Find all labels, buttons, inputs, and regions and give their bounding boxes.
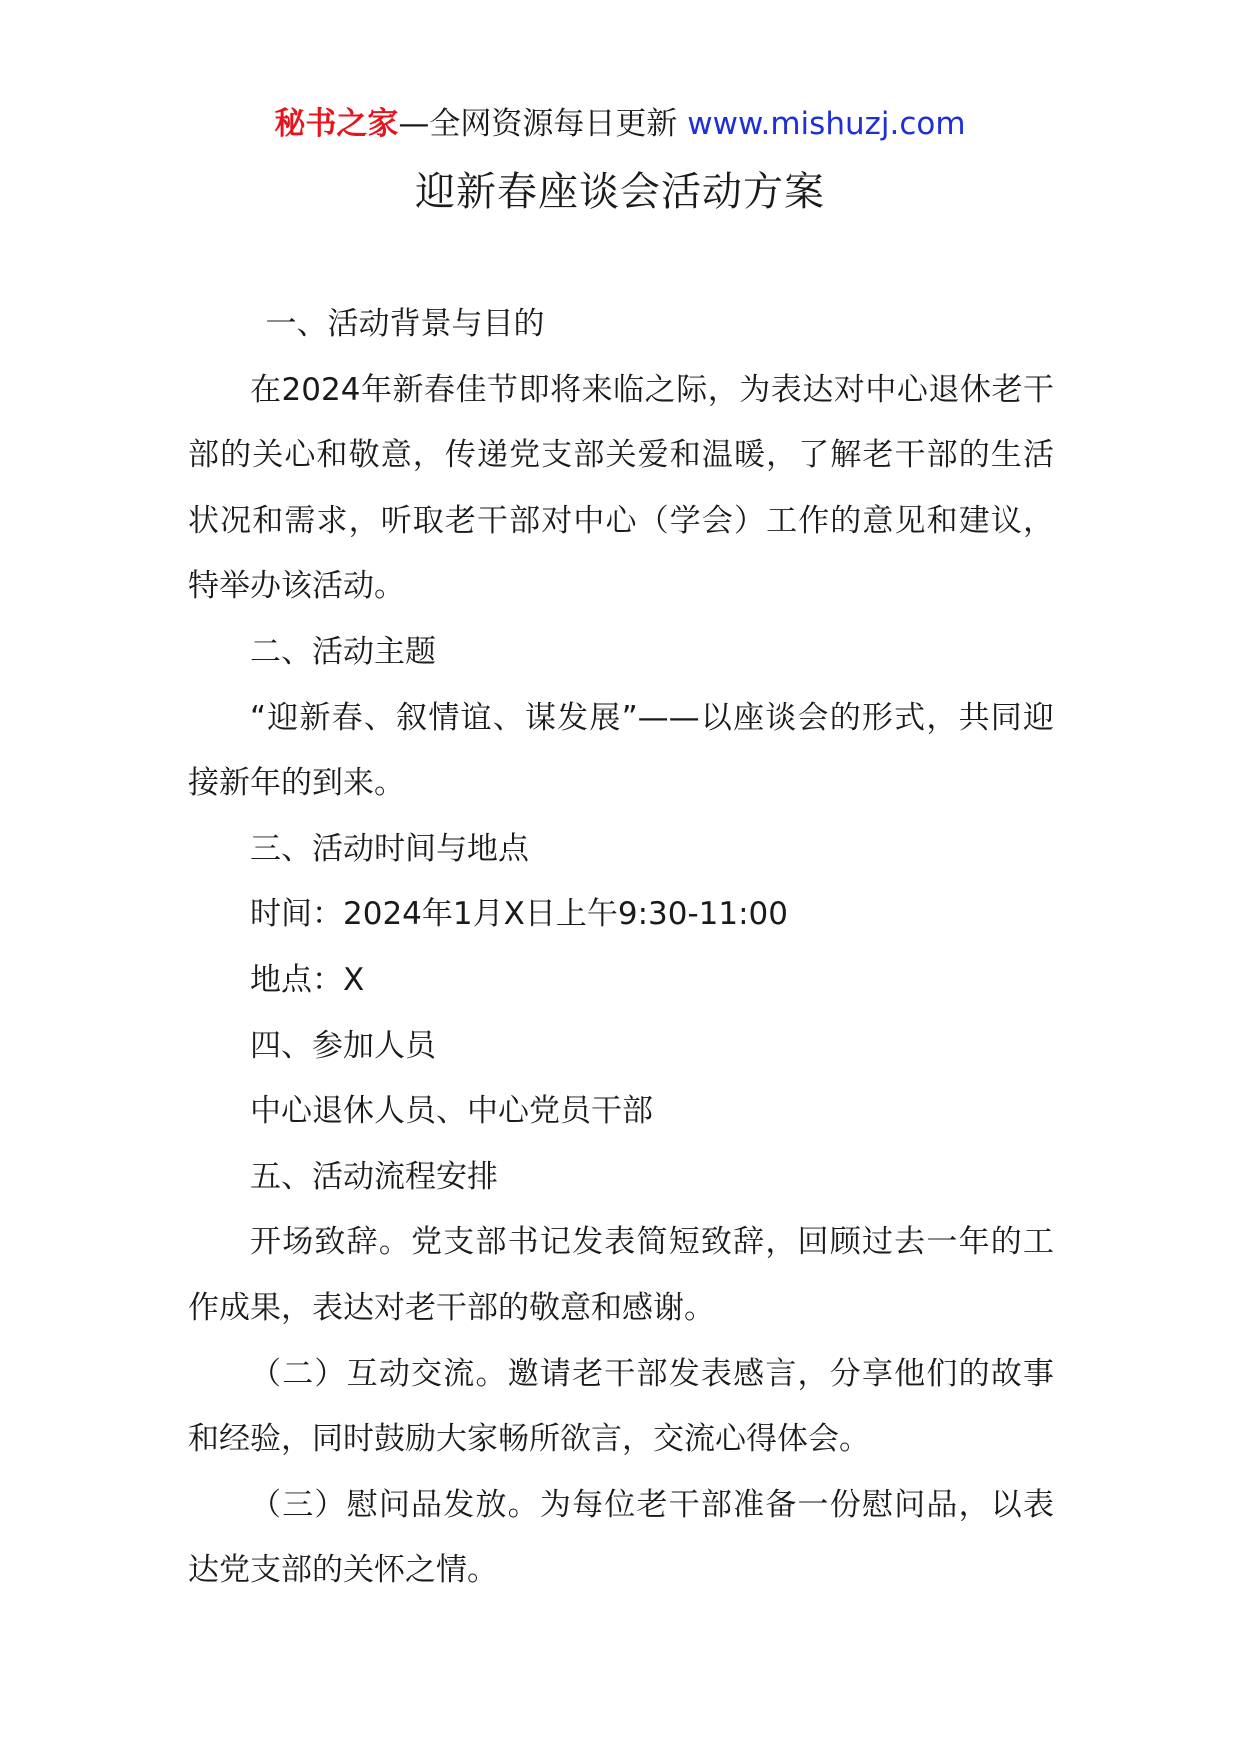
header-banner xyxy=(0,100,1240,148)
site-url: www.mishuzj.com xyxy=(687,106,966,142)
header-slogan: —全网资源每日更新 xyxy=(398,106,688,142)
brand-name: 秘书之家 xyxy=(274,106,399,142)
document-title: 迎新春座谈会活动方案 xyxy=(415,169,825,215)
paragraph-place: 地点：X xyxy=(250,961,365,998)
paragraph-theme: “迎新春、叙情谊、谋发展”——以座谈会的形式，共同迎接新年的到来。 xyxy=(188,699,1054,802)
section-heading-process: 五、活动流程安排 xyxy=(250,1158,498,1195)
section-heading-participants: 四、参加人员 xyxy=(250,1027,436,1064)
paragraph-opening: 开场致辞。党支部书记发表简短致辞，回顾过去一年的工作成果，表达对老干部的敬意和感谢。 xyxy=(188,1224,1054,1326)
paragraph-exchange: （二）互动交流。邀请老干部发表感言，分享他们的故事和经验，同时鼓励大家畅所欲言，交流心得体会。 xyxy=(188,1355,1054,1458)
paragraph-time: 时间：2024年1月X日上午9:30-11:00 xyxy=(250,896,788,933)
paragraph-background: 在2024年新春佳节即将来临之际，为表达对中心退休老干部的关心和敬意，传递党支部关爱和温暖，了解老干部的生活状况和需求，听取老干部对中心（学会）工作的意见和建议， 特举办该活动。 xyxy=(188,371,1054,605)
paragraph-participants: 中心退休人员、中心党员干部 xyxy=(250,1093,653,1130)
document-body xyxy=(188,292,1054,1604)
paragraph-gifts: （三）慰问品发放。为每位老干部准备一份慰问品，以表达党支部的关怀之情。 xyxy=(188,1486,1054,1589)
section-heading-theme: 二、活动主题 xyxy=(250,633,436,670)
section-heading-time-place: 三、活动时间与地点 xyxy=(250,830,529,867)
section-heading-background: 一、活动背景与目的 xyxy=(265,306,545,342)
